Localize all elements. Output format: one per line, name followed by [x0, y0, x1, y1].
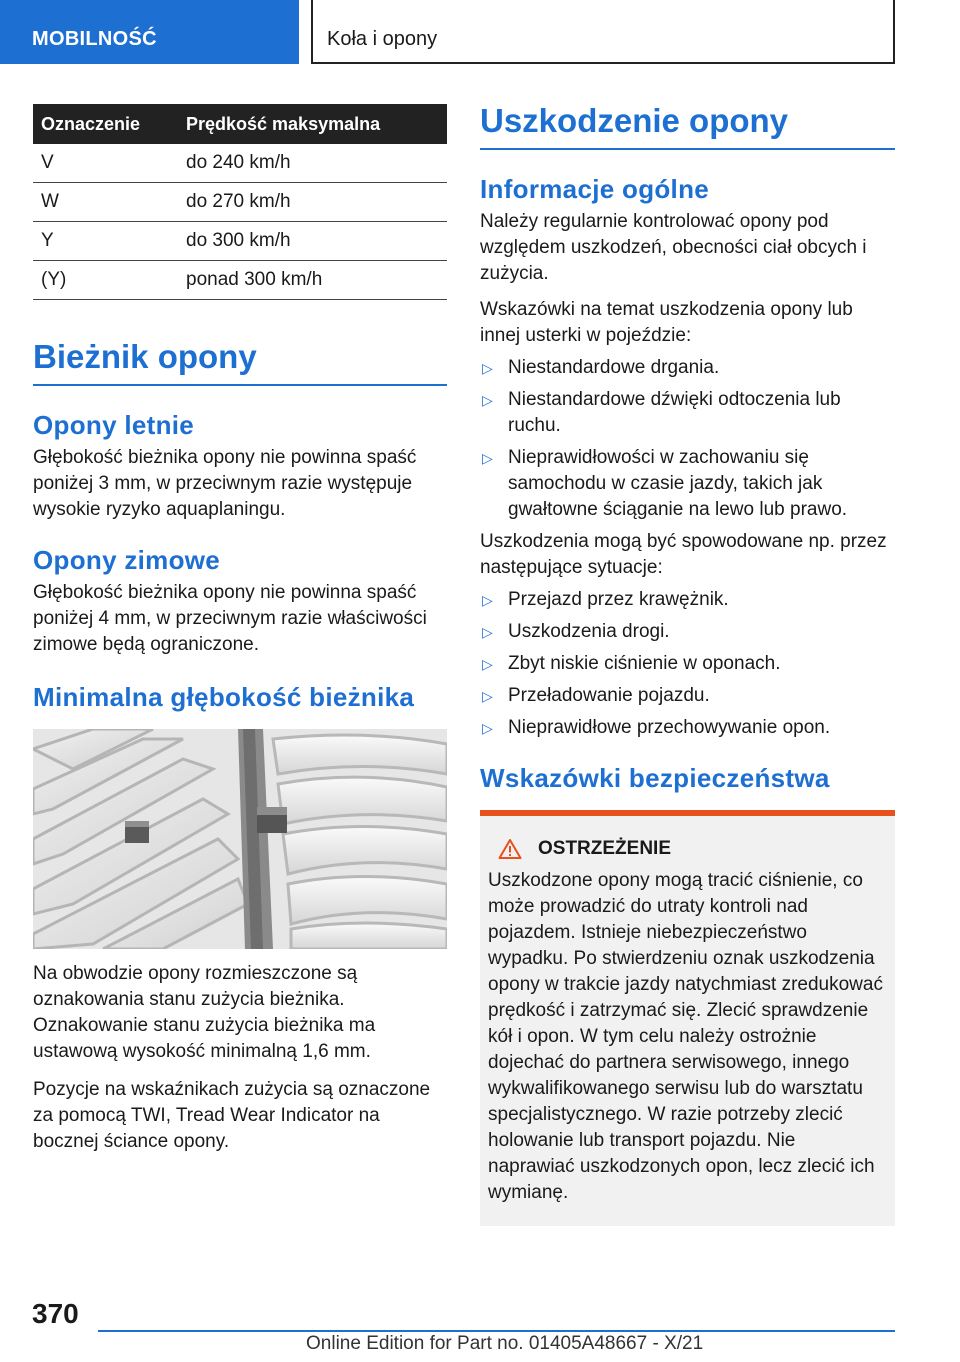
damage-signs-list: [480, 355, 895, 523]
table-cell-speed: ponad 300 km/h: [186, 261, 447, 300]
triangle-right-icon: ▷: [482, 450, 493, 466]
damage-signs-intro: Wskazówki na temat uszkodzenia opony lub innej usterki w pojeździe:: [480, 299, 853, 346]
table-cell-speed: do 240 km/h: [186, 144, 447, 183]
table-header-max-speed: Prędkość maksymalna: [186, 104, 447, 144]
table-cell-designation: (Y): [33, 261, 186, 300]
left-column: [33, 104, 447, 1155]
list-item-text: Przejazd przez krawężnik.: [508, 589, 729, 610]
table-cell-designation: V: [33, 144, 186, 183]
warning-label: OSTRZEŻENIE: [538, 838, 672, 859]
chapter-header: [311, 0, 895, 64]
winter-tires-text: Głębokość bieżnika opony nie powinna spaść poniżej 4 mm, w przeciwnym razie właściwości zimowe będą ograniczone.: [33, 582, 427, 655]
list-item-text: Niestandardowe drgania.: [508, 357, 720, 378]
list-item: [480, 387, 895, 439]
triangle-right-icon: ▷: [482, 720, 493, 736]
table-cell-designation: W: [33, 183, 186, 222]
list-item-text: Nieprawidłowe przechowywanie opon.: [508, 717, 831, 738]
table-header-row: [33, 104, 447, 144]
list-item: [480, 355, 895, 381]
table-cell-speed: do 300 km/h: [186, 222, 447, 261]
triangle-right-icon: ▷: [482, 688, 493, 704]
right-column: [480, 104, 895, 1226]
table-row: [33, 183, 447, 222]
triangle-right-icon: ▷: [482, 656, 493, 672]
speed-rating-table: [33, 104, 447, 300]
general-info-text: Należy regularnie kontrolować opony pod względem uszkodzeń, obecności ciał obcych i zużycia.: [480, 211, 867, 284]
triangle-right-icon: ▷: [482, 624, 493, 640]
damage-causes-intro: Uszkodzenia mogą być spowodowane np. przez następujące sytuacje:: [480, 531, 887, 578]
table-cell-designation: Y: [33, 222, 186, 261]
min-tread-heading: Minimalna głębokość bieżnika: [33, 682, 415, 712]
section-tab[interactable]: [0, 0, 299, 64]
list-item: [480, 619, 895, 645]
warning-header: [488, 838, 887, 860]
list-item: [480, 445, 895, 523]
edition-note: Online Edition for Part no. 01405A48667 - X/21: [306, 1333, 704, 1354]
warning-text: Uszkodzone opony mogą tracić ciśnienie, co może prowadzić do utraty kontroli nad pojazdem. Istnieje niebezpieczeństwo wypadku. Po stwierdzeniu oznak uszkodzenia opony w trakcie jazdy natychmiast zredukować prędkość i zatrzymać się. Zlecić sprawdzenie kół i opon. W tym celu należy ostrożnie dojechać do partnera serwisowego, innego wykwalifikowanego serwisu lub do warsztatu specjalistycznego. W razie potrzeby zlecić holowanie lub transport pojazdu. Nie naprawiać uszkodzonych opon, lecz zlecić ich wymianę.: [488, 870, 883, 1203]
list-item: [480, 651, 895, 677]
chapter-title: Koła i opony: [327, 28, 438, 50]
triangle-right-icon: ▷: [482, 392, 493, 408]
min-tread-text-2: Pozycje na wskaźnikach zużycia są oznaczone za pomocą TWI, Tread Wear Indicator na bocznej ściance opony.: [33, 1079, 431, 1152]
list-item-text: Nieprawidłowości w zachowaniu się samochodu w czasie jazdy, takich jak gwałtowne ściąganie na lewo lub prawo.: [508, 447, 848, 520]
damage-section-title: Uszkodzenie opony: [480, 102, 895, 150]
table-row: [33, 144, 447, 183]
list-item: [480, 715, 895, 741]
triangle-right-icon: ▷: [482, 360, 493, 376]
table-header-designation: Oznaczenie: [33, 104, 186, 144]
list-item: [480, 587, 895, 613]
tread-section-title: Bieżnik opony: [33, 338, 447, 386]
triangle-right-icon: ▷: [482, 592, 493, 608]
safety-heading: Wskazówki bezpieczeństwa: [480, 763, 830, 793]
list-item: [480, 683, 895, 709]
list-item-text: Niestandardowe dźwięki odtoczenia lub ruchu.: [508, 389, 841, 436]
table-cell-speed: do 270 km/h: [186, 183, 447, 222]
damage-causes-list: [480, 587, 895, 741]
warning-triangle-icon: [498, 838, 522, 860]
warning-box: [480, 810, 895, 1226]
summer-tires-heading: Opony letnie: [33, 410, 195, 440]
table-row: [33, 261, 447, 300]
table-row: [33, 222, 447, 261]
general-info-heading: Informacje ogólne: [480, 174, 710, 204]
tread-wear-indicator-image: [33, 729, 447, 949]
list-item-text: Zbyt niskie ciśnienie w oponach.: [508, 653, 781, 674]
section-title: MOBILNOŚĆ: [32, 28, 157, 50]
winter-tires-heading: Opony zimowe: [33, 545, 221, 575]
page-number: 370: [32, 1298, 79, 1329]
list-item-text: Uszkodzenia drogi.: [508, 621, 670, 642]
list-item-text: Przeładowanie pojazdu.: [508, 685, 710, 706]
footer-divider: [98, 1330, 895, 1332]
summer-tires-text: Głębokość bieżnika opony nie powinna spaść poniżej 3 mm, w przeciwnym razie występuje wysokie ryzyko aquaplaningu.: [33, 447, 417, 520]
min-tread-text-1: Na obwodzie opony rozmieszczone są oznakowania stanu zużycia bieżnika. Oznakowanie stanu zużycia bieżnika ma ustawową wysokość minimalną 1,6 mm.: [33, 963, 376, 1062]
